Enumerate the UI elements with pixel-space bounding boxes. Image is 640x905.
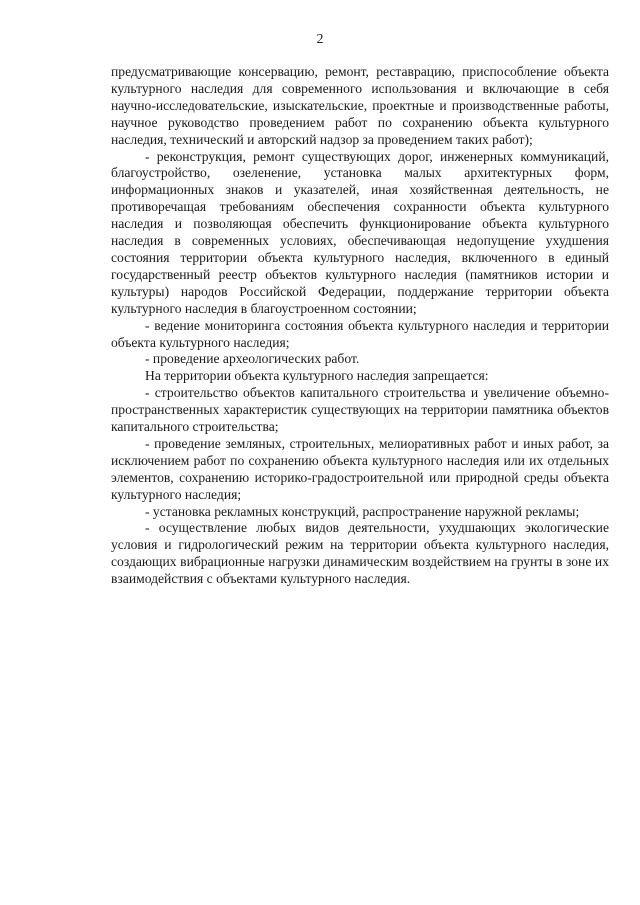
paragraph-advertising-ban: - установка рекламных конструкций, распространение наружной рекламы;: [145, 503, 580, 519]
document-body: [111, 64, 609, 588]
paragraph-archaeology: - проведение археологических работ.: [145, 351, 360, 367]
paragraph-monitoring: - ведение мониторинга состояния объекта культурного наследия и территории объекта культурного наследия;: [111, 317, 609, 350]
paragraph-continuation: предусматривающие консервацию, ремонт, реставрацию, приспособление объекта культурного наследия для современного использования и включающие в себя научно-исследовательские, изыскательские, проектные и производственные работы, научное руководство проведением работ по сохранению объекта культурного наследия, технический и авторский надзор за проведением таких работ);: [111, 64, 609, 147]
paragraph-reconstruction: - реконструкция, ремонт существующих дорог, инженерных коммуникаций, благоустройство, озеленение, установка малых архитектурных форм, информационных знаков и указателей, иная хозяйственная деятельность, не противоречащая требованиям обеспечения сохранности объекта культурного наследия и позволяющая обеспечить функционирование объекта культурного наследия в современных условиях, обеспечивающая недопущение ухудшения состояния территории объекта культурного наследия, включенного в единый государственный реестр объектов культурного наследия (памятников истории и культуры) народов Российской Федерации, поддержание территории объекта культурного наследия в благоустроенном состоянии;: [111, 148, 609, 316]
paragraph-activity-ban: - осуществление любых видов деятельности, ухудшающих экологические условия и гидрологический режим на территории объекта культурного наследия, создающих вибрационные нагрузки динамическим воздействием на грунты в зоне их взаимодействия с объектами культурного наследия.: [111, 520, 609, 587]
paragraph-prohibited-heading: На территории объекта культурного наследия запрещается:: [145, 368, 489, 384]
page-number: 2: [316, 32, 324, 47]
paragraph-earthworks-ban: - проведение земляных, строительных, мелиоративных работ и иных работ, за исключением работ по сохранению объекта культурного наследия или их отдельных элементов, сохранению историко-градостроительной или природной среды объекта культурного наследия;: [111, 435, 609, 502]
paragraph-construction-ban: - строительство объектов капитального строительства и увеличение объемно-пространственных характеристик существующих на территории памятника объектов капитального строительства;: [111, 385, 609, 435]
